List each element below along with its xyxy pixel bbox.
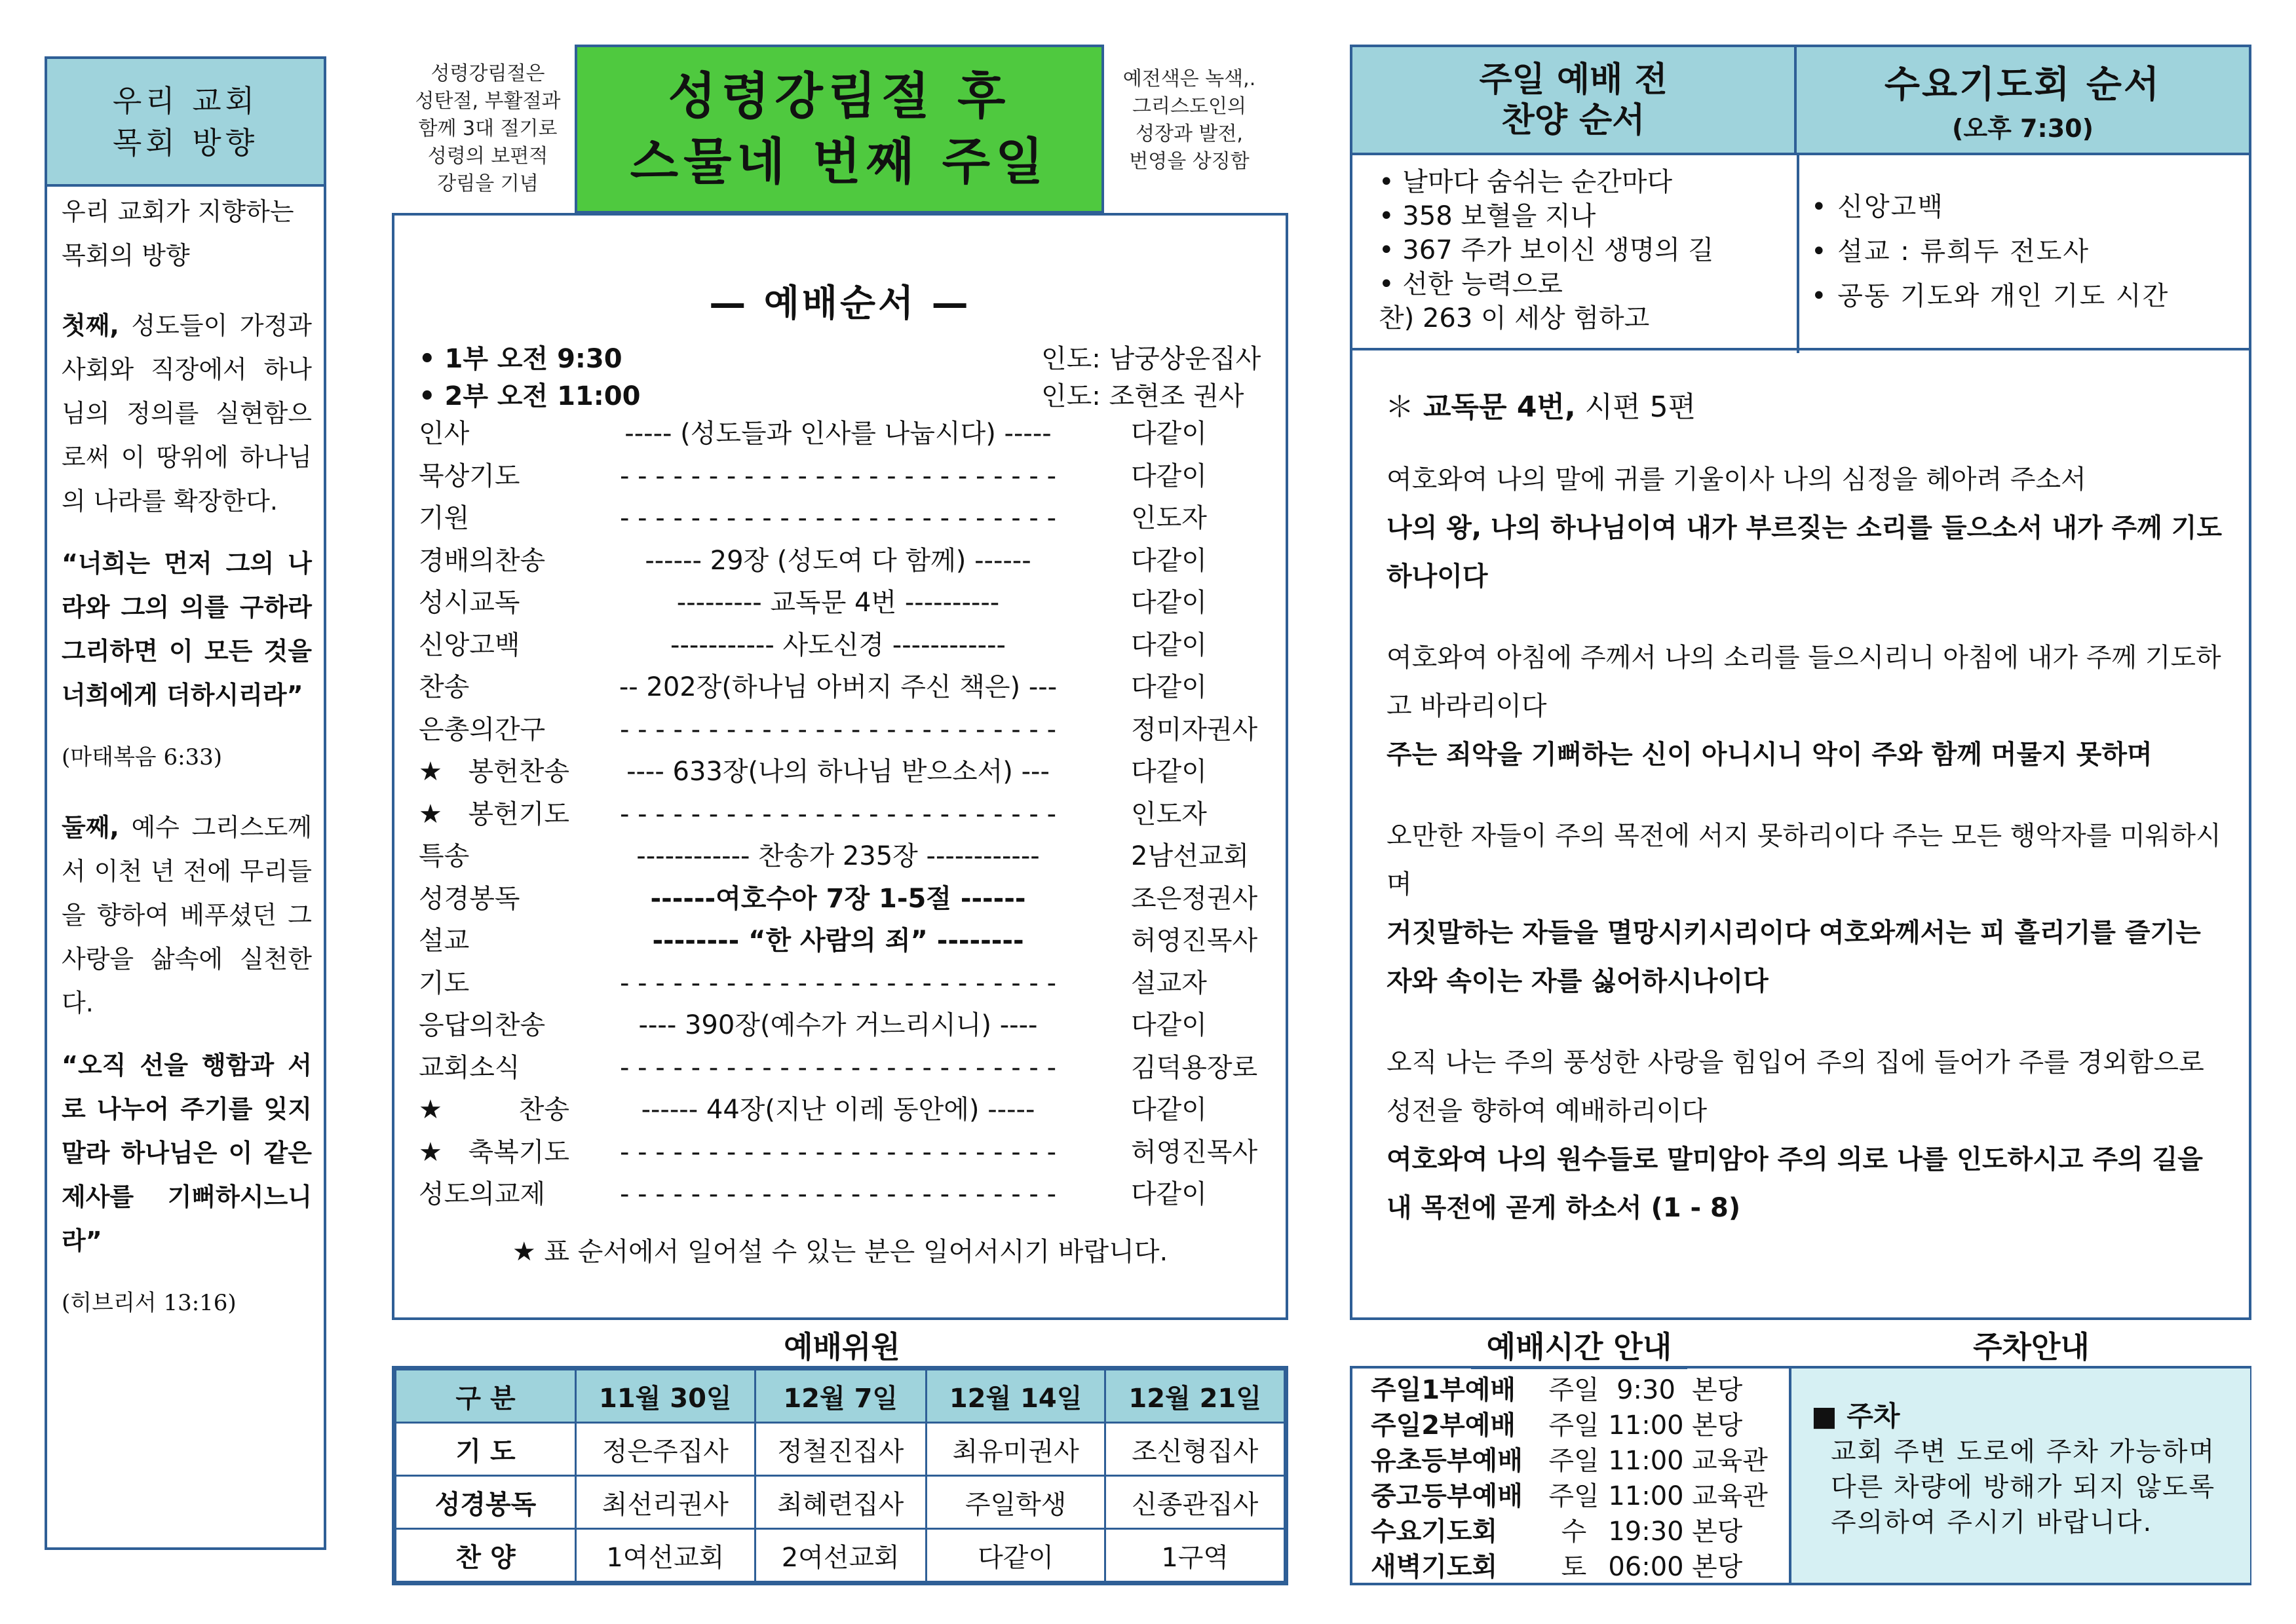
service-label: • 2부 오전 11:00 <box>419 381 641 411</box>
order-item-leader: 허영진목사 <box>1131 1137 1258 1167</box>
mission-intro-line: 우리 교회가 지향하는 <box>62 197 294 226</box>
order-item-desc: --------- 교독문 4번 ---------- <box>676 588 1000 618</box>
mission-second-label: 둘째, <box>62 813 119 842</box>
list-item: • 367 주가 보이신 생명의 길 <box>1379 235 1714 265</box>
service-row <box>419 339 1271 379</box>
times-row <box>1371 1479 1789 1514</box>
times-time: 11:00 <box>1608 1481 1684 1511</box>
order-item-name: 묵상기도 <box>419 461 520 491</box>
table-cell: 최혜련집사 <box>755 1476 926 1529</box>
times-rows <box>1371 1372 1789 1585</box>
reading-body <box>1387 455 2232 1232</box>
committee-table <box>392 1366 1288 1585</box>
table-row-head: 성경봉독 <box>396 1476 576 1529</box>
reading-heading-psalm: 시편 5편 <box>1575 390 1696 424</box>
table-row-head: 기 도 <box>396 1423 576 1476</box>
divider <box>1797 155 1799 353</box>
order-row <box>419 456 1271 497</box>
order-item-name: 기도 <box>419 968 470 998</box>
note-line: 성장과 발전, <box>1136 123 1243 145</box>
responsive-reading <box>1350 348 2251 1320</box>
order-item-desc: ------ 44장(지난 이레 동안에) ----- <box>641 1095 1035 1125</box>
table-header-cell: 12월 14일 <box>926 1370 1105 1423</box>
order-row <box>419 540 1271 581</box>
parking-text <box>1811 1434 2237 1540</box>
order-item-desc: ------ 29장 (성도여 다 함께) ------ <box>645 545 1031 576</box>
mission-body <box>62 190 312 1325</box>
times-day: 수 <box>1561 1517 1587 1547</box>
note-line: 번영을 상징함 <box>1129 150 1250 173</box>
order-item-desc: ----------- 사도신경 ------------ <box>670 630 1006 660</box>
order-item-name: 신앙고백 <box>419 630 520 660</box>
mission-first-cite: (마태복음 6:33) <box>62 744 223 770</box>
mission-first-text: 성도들이 가정과 사회와 직장에서 하나님의 정의를 실현함으로써 이 땅위에 하나님의 나라를 확장한다. <box>62 311 312 516</box>
times-row <box>1371 1408 1789 1443</box>
times-place: 본당 <box>1692 1517 1743 1547</box>
order-row <box>419 582 1271 623</box>
order-of-worship <box>392 213 1288 1320</box>
table-row <box>396 1529 1285 1582</box>
times-name: 중고등부예배 <box>1371 1481 1523 1511</box>
parking-heading: ■ 주차 <box>1811 1400 1900 1432</box>
mission-second-cite: (히브리서 13:16) <box>62 1290 237 1316</box>
order-item-desc: ---- 390장(예수가 거느리시니) ---- <box>638 1010 1038 1040</box>
list-item: • 358 보혈을 지나 <box>1379 201 1596 231</box>
order-row <box>419 709 1271 750</box>
order-item-name: 특송 <box>419 841 470 871</box>
table-cell: 정철진집사 <box>755 1423 926 1476</box>
order-item-leader: 다같이 <box>1131 630 1207 660</box>
times-place: 교육관 <box>1692 1446 1768 1476</box>
parking-line: 주의하여 주시기 바랍니다. <box>1831 1507 2153 1538</box>
list-item: • 설교 : 류희두 전도사 <box>1811 236 2090 267</box>
note-line: 성령강림절은 <box>430 62 545 85</box>
order-item-name: ★봉헌기도 <box>419 799 569 829</box>
order-item-name: ★찬송 <box>419 1095 569 1125</box>
table-header-cell: 12월 21일 <box>1105 1370 1285 1423</box>
hymn-and-wednesday-panel <box>1350 45 2251 350</box>
hymn-header <box>1352 47 1797 155</box>
order-row <box>419 625 1271 666</box>
order-item-desc: - - - - - - - - - - - - - - - - - - - - - - - - - <box>620 1137 1056 1167</box>
title-line: 성령강림절 후 <box>668 67 1011 125</box>
order-item-leader: 정미자권사 <box>1131 714 1258 745</box>
order-row <box>419 794 1271 835</box>
table-cell: 1구역 <box>1105 1529 1285 1582</box>
times-name: 주일1부예배 <box>1371 1375 1516 1405</box>
mission-header-line: 우리 교회 <box>112 83 259 119</box>
order-item-desc: - - - - - - - - - - - - - - - - - - - - - - - - - <box>620 968 1056 998</box>
order-item-name: 기원 <box>419 503 470 533</box>
times-time: 19:30 <box>1608 1517 1684 1547</box>
times-place: 본당 <box>1692 1375 1743 1405</box>
pentecost-note <box>408 60 568 198</box>
congregation-line: 여호와여 나의 원수들로 말미암아 주의 의로 나를 인도하시고 주의 길을 내 목전에 곧게 하소서 (1 - 8) <box>1387 1144 2203 1223</box>
times-row <box>1371 1372 1789 1408</box>
mission-panel <box>45 56 326 1550</box>
table-row <box>396 1476 1285 1529</box>
table-cell: 정은주집사 <box>576 1423 756 1476</box>
times-day: 토 <box>1561 1552 1587 1582</box>
order-item-desc: - - - - - - - - - - - - - - - - - - - - - - - - - <box>620 799 1056 829</box>
committee-title: 예배위원 <box>770 1323 914 1369</box>
times-place: 본당 <box>1692 1552 1743 1582</box>
mission-intro <box>62 190 312 278</box>
list-item: • 선한 능력으로 <box>1379 269 1563 299</box>
order-item-name: 경배의찬송 <box>419 545 546 576</box>
wednesday-list <box>1811 185 2244 318</box>
order-item-leader: 다같이 <box>1131 461 1207 491</box>
order-item-desc: - - - - - - - - - - - - - - - - - - - - - - - - - <box>620 714 1056 745</box>
times-row <box>1371 1549 1789 1585</box>
times-place: 교육관 <box>1692 1481 1768 1511</box>
order-item-leader: 다같이 <box>1131 545 1207 576</box>
order-item-leader: 인도자 <box>1131 503 1207 533</box>
service-leader: 인도: 조현조 권사 <box>1041 381 1244 411</box>
order-row <box>419 498 1271 538</box>
order-row <box>419 1005 1271 1046</box>
leader-line: 여호와여 아침에 주께서 나의 소리를 들으시리니 아침에 내가 주께 기도하고 바라리이다 <box>1387 643 2221 721</box>
table-cell: 조신형집사 <box>1105 1423 1285 1476</box>
page-title <box>575 45 1104 214</box>
list-item: • 신앙고백 <box>1811 192 1944 222</box>
table-header-cell: 11월 30일 <box>576 1370 756 1423</box>
list-item: • 날마다 숨쉬는 순간마다 <box>1379 167 1673 197</box>
table-row-head: 찬 양 <box>396 1529 576 1582</box>
service-times <box>1352 1369 1791 1583</box>
mission-header-line: 목회 방향 <box>112 124 259 161</box>
order-item-leader: 인도자 <box>1131 799 1207 829</box>
list-item: • 공동 기도와 개인 기도 시간 <box>1811 281 2170 311</box>
title-line: 스물네 번째 주일 <box>630 132 1049 191</box>
hymn-header-line: 주일 예배 전 <box>1479 60 1668 100</box>
order-item-name: 성경봉독 <box>419 883 520 914</box>
order-item-desc: ----- (성도들과 인사를 나눕시다) ----- <box>624 419 1052 449</box>
hymn-list <box>1379 165 1791 335</box>
times-name: 주일2부예배 <box>1371 1410 1516 1441</box>
table-cell: 최유미권사 <box>926 1423 1105 1476</box>
leader-line: 오만한 자들이 주의 목전에 서지 못하리이다 주는 모든 행악자를 미워하시며 <box>1387 821 2221 899</box>
order-item-desc: ------------ 찬송가 235장 ------------ <box>636 841 1040 871</box>
times-time: 9:30 <box>1617 1375 1675 1405</box>
order-row <box>419 1048 1271 1088</box>
wednesday-header <box>1797 47 2249 155</box>
table-cell: 다같이 <box>926 1529 1105 1582</box>
order-item-leader: 2남선교회 <box>1131 841 1250 871</box>
parking-info <box>1791 1369 2250 1583</box>
table-header-cell: 12월 7일 <box>755 1370 926 1423</box>
order-note: ★ 표 순서에서 일어설 수 있는 분은 일어서시기 바랍니다. <box>512 1237 1168 1267</box>
order-row <box>419 667 1271 708</box>
order-item-name: 설교 <box>419 926 470 956</box>
committee-grid <box>394 1369 1286 1583</box>
times-name: 유초등부예배 <box>1371 1446 1523 1476</box>
order-item-leader: 다같이 <box>1131 1179 1207 1209</box>
times-day: 주일 <box>1548 1446 1599 1476</box>
order-item-name: 성시교독 <box>419 588 520 618</box>
table-cell: 2여선교회 <box>755 1529 926 1582</box>
mission-header <box>47 59 324 187</box>
order-item-desc: -------- “한 사람의 죄” -------- <box>652 926 1024 956</box>
reading-heading <box>1385 383 1696 425</box>
mission-first-quote: “너희는 먼저 그의 나라와 그의 의를 구하라 그리하면 이 모든 것을 너희에게 더하시리라” <box>62 549 312 709</box>
table-cell: 신종관집사 <box>1105 1476 1285 1529</box>
congregation-line: 나의 왕, 나의 하나님이여 내가 부르짖는 소리를 들으소서 내가 주께 기도하나이다 <box>1387 513 2223 592</box>
service-label: • 1부 오전 9:30 <box>419 344 622 374</box>
times-row <box>1371 1514 1789 1549</box>
times-row <box>1371 1443 1789 1479</box>
table-header-cell: 구 분 <box>396 1370 576 1423</box>
order-item-desc: - - - - - - - - - - - - - - - - - - - - - - - - - <box>620 1052 1056 1083</box>
mission-intro-line: 목회의 방향 <box>62 241 190 270</box>
times-place: 본당 <box>1692 1410 1743 1441</box>
reading-heading-title: 교독문 4번, <box>1423 390 1576 424</box>
table-row <box>396 1423 1285 1476</box>
order-row <box>419 878 1271 919</box>
parking-line: 교회 주변 도로에 주차 가능하며 <box>1831 1437 2216 1467</box>
list-item: 찬) 263 이 세상 험하고 <box>1379 303 1650 333</box>
times-time: 06:00 <box>1608 1552 1684 1582</box>
order-item-desc: -- 202장(하나님 아버지 주신 책은) --- <box>619 672 1058 702</box>
order-item-leader: 설교자 <box>1131 968 1207 998</box>
hymn-header-line: 찬양 순서 <box>1501 100 1645 140</box>
times-time: 11:00 <box>1608 1410 1684 1441</box>
order-row <box>419 413 1271 454</box>
note-line: 성령의 보편적 <box>427 145 548 168</box>
note-line: 그리스도인의 <box>1132 95 1246 118</box>
order-item-name: 교회소식 <box>419 1052 520 1083</box>
order-item-desc: - - - - - - - - - - - - - - - - - - - - - - - - - <box>620 1179 1056 1209</box>
order-item-leader: 다같이 <box>1131 419 1207 449</box>
order-item-leader: 다같이 <box>1131 588 1207 618</box>
order-item-desc: ------여호수아 7장 1-5절 ------ <box>650 883 1026 914</box>
times-day: 주일 <box>1548 1375 1599 1405</box>
order-row <box>419 1174 1271 1215</box>
leader-line: 오직 나는 주의 풍성한 사랑을 힘입어 주의 집에 들어가 주를 경외함으로 성전을 향하여 예배하리이다 <box>1387 1048 2204 1126</box>
times-name: 수요기도회 <box>1371 1517 1498 1547</box>
parking-title: 주차안내 <box>1946 1323 2116 1369</box>
order-row <box>419 963 1271 1004</box>
order-item-leader: 다같이 <box>1131 757 1207 787</box>
times-day: 주일 <box>1548 1481 1599 1511</box>
order-item-name: ★봉헌찬송 <box>419 757 569 787</box>
order-item-desc: - - - - - - - - - - - - - - - - - - - - - - - - - <box>620 503 1056 533</box>
congregation-line: 거짓말하는 자들을 멸망시키시리이다 여호와께서는 피 흘리기를 즐기는 자와 속이는 자를 싫어하시나이다 <box>1387 918 2201 996</box>
order-item-leader: 다같이 <box>1131 1010 1207 1040</box>
mission-second <box>62 806 312 1025</box>
order-item-name: 성도의교제 <box>419 1179 546 1209</box>
order-item-desc: - - - - - - - - - - - - - - - - - - - - - - - - - <box>620 461 1056 491</box>
times-and-parking-panel <box>1350 1366 2251 1585</box>
times-time: 11:00 <box>1608 1446 1684 1476</box>
order-row <box>419 920 1271 961</box>
order-item-leader: 허영진목사 <box>1131 926 1258 956</box>
order-item-name: ★축복기도 <box>419 1137 569 1167</box>
order-row <box>419 751 1271 792</box>
table-cell: 최선리권사 <box>576 1476 756 1529</box>
order-row <box>419 1089 1271 1130</box>
parking-line: 다른 차량에 방해가 되지 않도록 <box>1831 1472 2216 1502</box>
wednesday-subtitle: (오후 7:30) <box>1952 114 2094 143</box>
note-line: 강림을 기념 <box>437 172 539 195</box>
order-item-name: 은총의간구 <box>419 714 546 745</box>
table-cell: 주일학생 <box>926 1476 1105 1529</box>
note-line: 성탄절, 부활절과 <box>415 90 561 113</box>
mission-first-label: 첫째, <box>62 311 119 340</box>
mission-second-quote: “오직 선을 행함과 서로 나누어 주기를 잊지 말라 하나님은 이 같은 제사를 기뻐하시느니라” <box>62 1051 312 1255</box>
wednesday-title: 수요기도회 순서 <box>1884 64 2162 106</box>
order-row <box>419 1132 1271 1173</box>
order-item-name: 찬송 <box>419 672 470 702</box>
note-line: 함께 3대 절기로 <box>418 117 558 140</box>
order-item-leader: 조은정권사 <box>1131 883 1258 914</box>
liturgical-color-note <box>1107 66 1271 176</box>
note-line: 예전색은 녹색,. <box>1122 67 1256 90</box>
order-item-name: 인사 <box>419 419 470 449</box>
order-item-leader: 다같이 <box>1131 1095 1207 1125</box>
congregation-line: 주는 죄악을 기뻐하는 신이 아니시니 악이 주와 함께 머물지 못하며 <box>1387 740 2152 770</box>
order-item-leader: 김덕용장로 <box>1131 1052 1258 1083</box>
order-row <box>419 836 1271 877</box>
times-name: 새벽기도회 <box>1371 1552 1498 1582</box>
times-day: 주일 <box>1548 1410 1599 1441</box>
service-leader: 인도: 남궁상운집사 <box>1041 344 1261 374</box>
order-heading: — 예배순서 — <box>709 282 971 325</box>
service-row <box>419 376 1271 417</box>
order-item-leader: 다같이 <box>1131 672 1207 702</box>
order-item-desc: ---- 633장(나의 하나님 받으소서) --- <box>626 757 1050 787</box>
times-title: 예배시간 안내 <box>1471 1323 1687 1369</box>
table-header-row <box>396 1370 1285 1423</box>
table-cell: 1여선교회 <box>576 1529 756 1582</box>
leader-line: 여호와여 나의 말에 귀를 기울이사 나의 심정을 헤아려 주소서 <box>1387 464 2086 495</box>
mission-second-text: 예수 그리스도께서 이천 년 전에 무리들을 향하여 베푸셨던 그 사랑을 삶속에 실천한다. <box>62 813 312 1017</box>
order-item-name: 응답의찬송 <box>419 1010 546 1040</box>
mission-first <box>62 304 312 523</box>
reading-heading-mark: ＊ <box>1385 390 1423 424</box>
